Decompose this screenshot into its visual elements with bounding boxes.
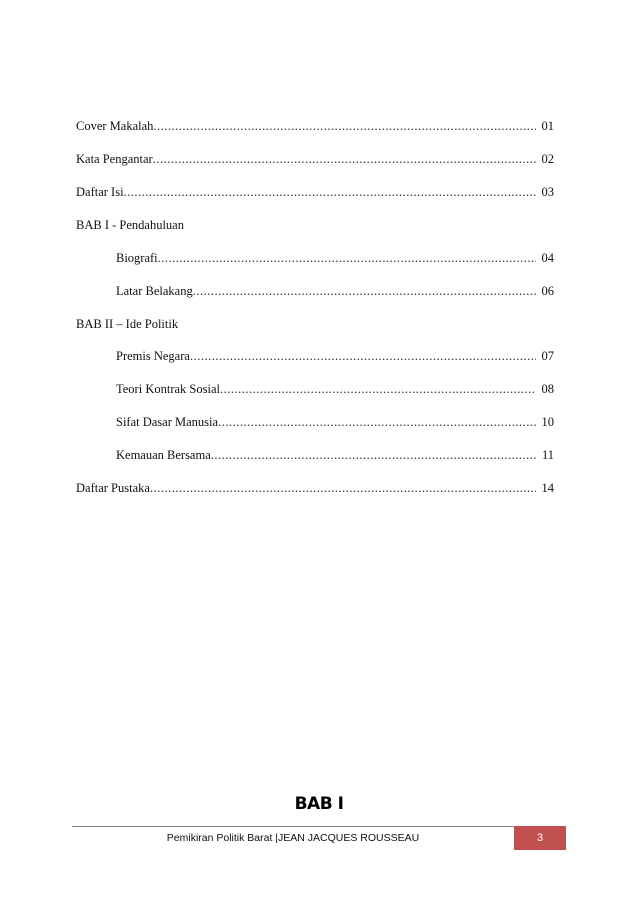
toc-entry	[116, 348, 554, 364]
toc-entry	[116, 381, 554, 397]
page-number: 3	[536, 832, 544, 844]
toc-entry-label: Cover Makalah	[76, 119, 154, 133]
toc-entry-label: Sifat Dasar Manusia	[116, 415, 219, 429]
toc-entry-page: 06	[541, 284, 554, 298]
toc-dot-leader	[193, 283, 536, 299]
footer-running-title: Pemikiran Politik Barat |JEAN JACQUES ROUSSEAU	[166, 832, 420, 844]
toc-entry-page: 14	[541, 481, 554, 495]
toc-dot-leader	[150, 480, 536, 496]
toc-entry-label: Kemauan Bersama	[116, 448, 211, 462]
toc-dot-leader	[153, 118, 535, 134]
toc-entry-label: Latar Belakang	[116, 284, 193, 298]
toc-entry-page: 10	[541, 415, 554, 429]
toc-entry-label: Kata Pengantar	[76, 152, 153, 166]
toc-entry-label: Biografi	[116, 251, 158, 265]
toc-entry	[76, 151, 554, 167]
toc-dot-leader	[220, 381, 536, 397]
toc-entry-page: 02	[541, 152, 554, 166]
toc-dot-leader	[190, 348, 536, 364]
toc-entry-label: Premis Negara	[116, 349, 190, 363]
toc-entry	[116, 447, 554, 463]
toc-entry-label: Daftar Isi	[76, 185, 124, 199]
toc-entry-page: 08	[541, 382, 554, 396]
toc-entry	[116, 250, 554, 266]
toc-entry	[76, 480, 554, 496]
toc-entry	[76, 118, 554, 134]
toc-section-heading: BAB I - Pendahuluan	[76, 218, 184, 232]
toc-entry-page: 11	[541, 448, 554, 462]
toc-entry	[116, 414, 554, 430]
toc-entry-page: 04	[541, 251, 554, 265]
toc-dot-leader	[158, 250, 536, 266]
toc-entry	[116, 283, 554, 299]
toc-entry-page: 01	[541, 119, 554, 133]
page-number-badge	[514, 826, 566, 850]
toc-dot-leader	[211, 447, 536, 463]
footer-divider	[72, 826, 514, 827]
toc-entry-page: 07	[541, 349, 554, 363]
toc-dot-leader	[218, 414, 535, 430]
toc-entry-page: 03	[541, 185, 554, 199]
toc-section-heading: BAB II – Ide Politik	[76, 317, 179, 331]
toc-dot-leader	[124, 184, 536, 200]
chapter-label: BAB I	[294, 794, 344, 814]
toc-entry-label: Daftar Pustaka	[76, 481, 150, 495]
toc-entry-label: Teori Kontrak Sosial	[116, 382, 220, 396]
toc-dot-leader	[153, 151, 536, 167]
toc-entry	[76, 184, 554, 200]
